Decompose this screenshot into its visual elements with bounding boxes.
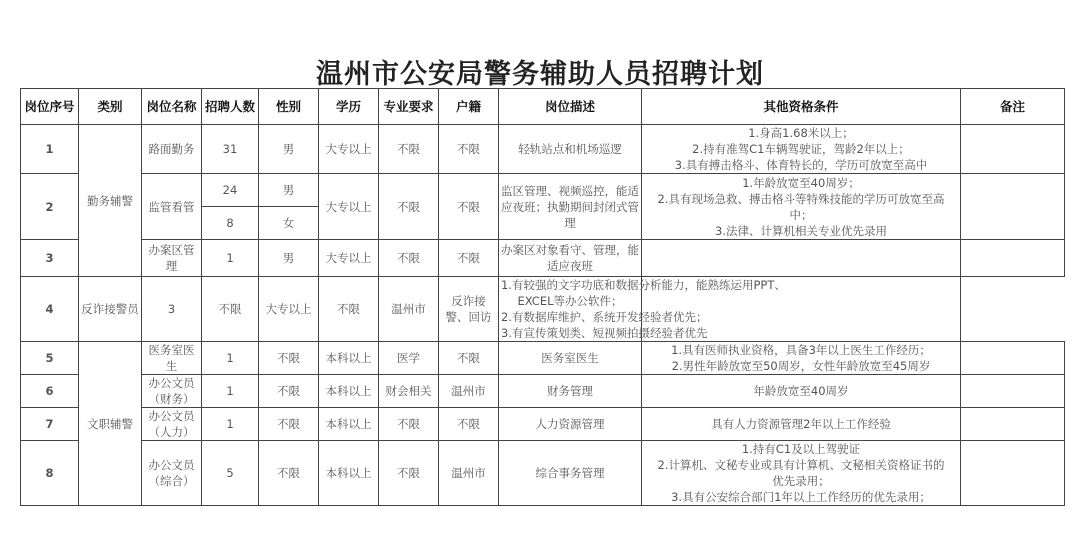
row-remark: [961, 125, 1065, 174]
row-gender: 男: [259, 125, 319, 174]
row-hukou: 不限: [439, 125, 499, 174]
row-major: 不限: [379, 408, 439, 441]
row-position-name: 反诈接警员: [79, 277, 142, 342]
row-education: 大专以上: [319, 174, 379, 240]
row-seq: 4: [21, 277, 79, 342]
table-row: [21, 174, 1065, 207]
row-count: 8: [202, 207, 259, 240]
row-position-name: 办公文员（人力）: [142, 408, 202, 441]
row-major: 不限: [379, 441, 439, 506]
row-position-name: 路面勤务: [142, 125, 202, 174]
table-row: [21, 277, 1065, 342]
row-seq: 2: [21, 174, 79, 240]
row-gender: 不限: [202, 277, 259, 342]
table-row: [21, 375, 1065, 408]
row-hukou: 不限: [439, 174, 499, 240]
table-row: [21, 240, 1065, 277]
header-remark: 备注: [961, 89, 1065, 125]
row-education: 本科以上: [319, 408, 379, 441]
header-category: 类别: [79, 89, 142, 125]
row-remark: [961, 408, 1065, 441]
row-requirements: [499, 277, 786, 342]
requirement-line: 2.计算机、文秘专业或具有计算机、文秘相关资格证书的: [657, 458, 945, 472]
row-remark: [961, 342, 1065, 375]
requirement-line: 3.具有搏击格斗、体育特长的，学历可放宽至高中: [674, 158, 928, 172]
table-row: [21, 342, 1065, 375]
row-description: 人力资源管理: [499, 408, 642, 441]
row-seq: 7: [21, 408, 79, 441]
requirement-line: 优先录用；: [772, 474, 830, 488]
row-description: 医务室医生: [499, 342, 642, 375]
row-seq: 1: [21, 125, 79, 174]
row-education: 本科以上: [319, 342, 379, 375]
row-description: 监区管理、视频巡控，能适应夜班；执勤期间封闭式管理: [499, 174, 642, 240]
row-count: 1: [202, 408, 259, 441]
row-gender: 不限: [259, 375, 319, 408]
row-hukou: 温州市: [439, 441, 499, 506]
row-requirements: [642, 240, 961, 277]
row-major: 不限: [379, 125, 439, 174]
header-major: 专业要求: [379, 89, 439, 125]
category-wenzhi: 文职辅警: [79, 342, 142, 506]
page-title: 温州市公安局警务辅助人员招聘计划: [316, 59, 764, 90]
row-hukou: 温州市: [379, 277, 439, 342]
row-description: 轻轨站点和机场巡逻: [499, 125, 642, 174]
row-count: 1: [202, 375, 259, 408]
row-gender: 男: [259, 240, 319, 277]
row-requirements: [642, 174, 961, 240]
row-position-name: 办公文员（综合）: [142, 441, 202, 506]
table-row: [21, 408, 1065, 441]
row-hukou: 不限: [439, 240, 499, 277]
row-description: 综合事务管理: [499, 441, 642, 506]
requirement-line: 具有人力资源管理2年以上工作经验: [711, 417, 891, 431]
row-major: 不限: [319, 277, 379, 342]
row-description: 反诈接警、回访: [439, 277, 499, 342]
row-gender: 男: [259, 174, 319, 207]
row-major: 医学: [379, 342, 439, 375]
row-gender: 不限: [259, 342, 319, 375]
row-remark: [961, 174, 1065, 240]
row-seq: 3: [21, 240, 79, 277]
row-hukou: 温州市: [439, 375, 499, 408]
row-seq: 5: [21, 342, 79, 375]
row-position-name: 办公文员（财务）: [142, 375, 202, 408]
requirement-line: 1.具有医师执业资格，具备3年以上医生工作经历；: [671, 343, 931, 357]
header-seq: 岗位序号: [21, 89, 79, 125]
row-count: 5: [202, 441, 259, 506]
row-education: 本科以上: [319, 375, 379, 408]
requirement-line: 2.有数据库维护、系统开发经验者优先；: [501, 310, 708, 324]
requirement-line: 1.身高1.68米以上；: [748, 126, 854, 140]
header-description: 岗位描述: [499, 89, 642, 125]
row-description: 办案区对象看守、管理，能适应夜班: [499, 240, 642, 277]
requirement-line: 3.有宣传策划类、短视频拍摄经验者优先: [501, 326, 708, 340]
row-remark: [961, 441, 1065, 506]
row-count: 1: [202, 240, 259, 277]
row-requirements: [642, 408, 961, 441]
header-requirements: 其他资格条件: [642, 89, 961, 125]
row-gender: 不限: [259, 441, 319, 506]
requirement-line: 中；: [789, 207, 813, 222]
recruitment-table: [20, 88, 1065, 506]
row-remark: [961, 375, 1065, 408]
row-count: 3: [142, 277, 202, 342]
requirement-line: 2.具有现场急救、搏击格斗等特殊技能的学历可放宽至高: [657, 191, 945, 206]
row-education: 大专以上: [319, 125, 379, 174]
header-gender: 性别: [259, 89, 319, 125]
table-row: [21, 125, 1065, 174]
row-hukou: 不限: [439, 408, 499, 441]
row-gender: 不限: [259, 408, 319, 441]
category-qinwu: 勤务辅警: [79, 125, 142, 277]
row-remark: [961, 240, 1065, 277]
header-row: [21, 89, 1065, 125]
requirement-line: 2.持有准驾C1车辆驾驶证，驾龄2年以上；: [692, 142, 910, 156]
row-position-name: 办案区管理: [142, 240, 202, 277]
row-seq: 6: [21, 375, 79, 408]
row-hukou: 不限: [439, 342, 499, 375]
requirement-line: 年龄放宽至40周岁: [753, 384, 849, 398]
requirement-line: 3.法律、计算机相关专业优先录用: [715, 223, 887, 238]
row-requirements: [642, 375, 961, 408]
row-gender: 女: [259, 207, 319, 240]
table-row: [21, 441, 1065, 506]
header-hukou: 户籍: [439, 89, 499, 125]
row-position-name: 医务室医生: [142, 342, 202, 375]
requirement-line: EXCEL等办公软件；: [517, 294, 623, 308]
row-education: 本科以上: [319, 441, 379, 506]
requirement-line: 1.持有C1及以上驾驶证: [741, 442, 861, 456]
requirement-line: 1.年龄放宽至40周岁；: [742, 175, 860, 190]
row-position-name: 监管看管: [142, 174, 202, 240]
header-count: 招聘人数: [202, 89, 259, 125]
header-education: 学历: [319, 89, 379, 125]
requirement-line: 3.具有公安综合部门1年以上工作经历的优先录用；: [671, 490, 931, 504]
requirement-line: 1.有较强的文字功底和数据分析能力，能熟练运用PPT、: [501, 278, 786, 292]
row-major: 不限: [379, 174, 439, 240]
header-position-name: 岗位名称: [142, 89, 202, 125]
requirement-line: 2.男性年龄放宽至50周岁，女性年龄放宽至45周岁: [671, 359, 931, 373]
row-major: 不限: [379, 240, 439, 277]
row-requirements: [642, 342, 961, 375]
row-education: 大专以上: [259, 277, 319, 342]
row-requirements: [642, 441, 961, 506]
row-count: 24: [202, 174, 259, 207]
row-requirements: [642, 125, 961, 174]
row-count: 1: [202, 342, 259, 375]
row-education: 大专以上: [319, 240, 379, 277]
row-count: 31: [202, 125, 259, 174]
row-seq: 8: [21, 441, 79, 506]
row-description: 财务管理: [499, 375, 642, 408]
row-major: 财会相关: [379, 375, 439, 408]
